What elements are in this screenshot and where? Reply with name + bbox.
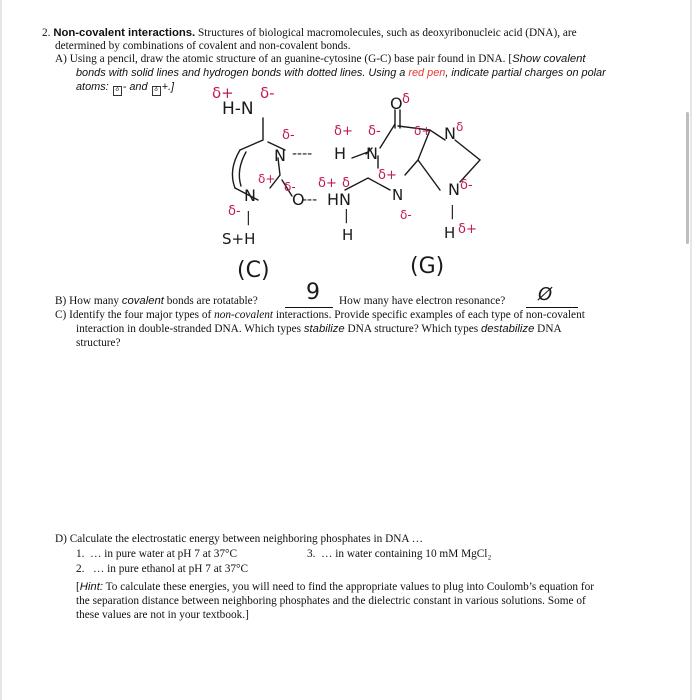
atom-sh: S+H xyxy=(222,230,256,248)
part-c-text-1-italic: non-covalent xyxy=(214,309,274,321)
part-c-text-2-italic-2: destabilize xyxy=(480,323,535,335)
part-a-text-2a: bonds with solid lines and hydrogen bonds with dotted lines. Using a xyxy=(76,67,409,79)
part-d-item-3-text: … in water containing 10 mM MgCl₂ xyxy=(321,548,492,560)
delta-plus-label: δ+ xyxy=(212,84,234,102)
atom-n-left: N xyxy=(274,146,286,165)
question-title: Non-covalent interactions. xyxy=(53,27,196,39)
part-a-text-1-italic: Show covalent xyxy=(512,53,586,65)
part-a-label: A) xyxy=(55,53,67,65)
hydrogen-bond-1: ---- xyxy=(292,146,313,162)
cytosine-ring-bond xyxy=(240,118,263,150)
atom-o-top: O xyxy=(390,94,403,113)
question-intro-2: determined by combinations of covalent and non-covalent bonds. xyxy=(55,40,351,52)
part-d-item-3 xyxy=(307,547,491,561)
part-c-text-1b: interactions. Provide specific examples of each type of non-covalent xyxy=(273,309,585,321)
delta-hn-lower: δ xyxy=(342,176,350,191)
delta-minus-label: δ- xyxy=(260,84,275,102)
delta-n-right: δ xyxy=(456,120,464,134)
part-d-hint-bracket: [ xyxy=(76,581,80,593)
part-d-item-3-num: 3. xyxy=(307,548,316,560)
atom-hn-lower: HN xyxy=(327,190,351,209)
part-c-text-2a: interaction in double-stranded DNA. Which types xyxy=(76,323,304,335)
delta-minus-n-right-lower: δ- xyxy=(460,178,473,193)
cytosine-ring-bond xyxy=(232,150,240,188)
answer-resonance: Ø xyxy=(538,284,553,305)
question-number: 2. xyxy=(42,27,51,39)
part-d-hint-label: Hint: xyxy=(79,581,103,593)
part-c-text-1a: Identify the four major types of xyxy=(69,309,215,321)
answer-rotatable: 9 xyxy=(306,280,320,305)
part-d-item-1-num: 1. xyxy=(76,548,85,560)
part-d-item-2-text: … in pure ethanol at pH 7 at 37°C xyxy=(92,563,249,575)
atom-n-right-lower: N xyxy=(448,180,460,199)
missing-glyph-box-icon: δ xyxy=(113,86,122,96)
part-c-line-1 xyxy=(55,308,585,322)
bond-vertical-left: | xyxy=(246,210,251,226)
part-d-text-1: Calculate the electrostatic energy between neighboring phosphates in DNA … xyxy=(69,533,424,545)
part-d-hint-line-3: these values are not in your textbook.] xyxy=(76,609,249,621)
cytosine-ring-bond xyxy=(239,152,246,186)
delta-label-o-top: δ xyxy=(402,92,410,107)
part-c-label: C) xyxy=(55,309,67,321)
atom-n-lower-left: N xyxy=(244,186,256,205)
delta-plus-n-lower-mid: δ+ xyxy=(378,168,397,183)
part-b-q2: How many have electron resonance? xyxy=(339,295,506,307)
part-b-q1: How many xyxy=(69,295,122,307)
part-a-text-1: Using a pencil, draw the atomic structure of an guanine-cytosine (G-C) base pair found in DNA. [ xyxy=(69,53,513,65)
atom-n-right: N xyxy=(444,124,456,143)
delta-plus-hn-lower: δ+ xyxy=(318,176,337,191)
part-b-q1-italic: covalent xyxy=(121,295,164,307)
part-b-line xyxy=(55,294,258,308)
part-a-text-3b: - and xyxy=(122,81,151,93)
part-b-label: B) xyxy=(55,295,67,307)
part-d-line-1 xyxy=(55,532,423,546)
atom-n-lower-mid: N xyxy=(392,186,404,204)
delta-plus-h-mid: δ+ xyxy=(334,124,353,139)
part-a-text-3c: +.] xyxy=(161,81,174,93)
part-d-item-1 xyxy=(76,547,237,561)
atom-o-lower: O xyxy=(292,190,305,209)
part-c-line-3: structure? xyxy=(76,337,121,349)
delta-plus-c-lower: δ+ xyxy=(258,172,276,186)
part-c-line-2 xyxy=(76,322,562,336)
part-d-hint-line-2: the separation distance between neighboring phosphates and the dielectric constant in various solutions. Some of xyxy=(76,595,586,607)
label-cytosine: (C) xyxy=(237,258,270,283)
missing-glyph-box-icon-2: δ xyxy=(152,86,161,96)
part-b-q1-rest: bonds are rotatable? xyxy=(163,295,258,307)
delta-minus-n-mid: δ- xyxy=(368,124,381,139)
guanine-ring-bond xyxy=(418,160,440,190)
hydrogen-bond-2: --- xyxy=(302,192,318,208)
guanine-ring-bond xyxy=(455,140,480,182)
part-a-text-3a: atoms: xyxy=(76,81,112,93)
guanine-ring-bond xyxy=(380,124,395,148)
delta-minus-o-lower: δ- xyxy=(284,180,296,194)
part-d-item-2 xyxy=(76,562,248,576)
bond-vertical-mid: | xyxy=(344,208,349,224)
part-a-text-2b: , indicate partial charges on polar xyxy=(445,67,606,79)
delta-plus-c-right: δ+ xyxy=(414,124,432,138)
atom-h-bottom-right: H xyxy=(444,224,456,242)
bond-vertical-right: | xyxy=(450,204,455,220)
atom-h-mid: H xyxy=(334,144,347,163)
part-c-text-2b: DNA structure? Which types xyxy=(344,323,481,335)
delta-plus-h-bottom-right: δ+ xyxy=(458,222,477,237)
label-guanine: (G) xyxy=(410,254,445,279)
delta-minus-n-lower: δ- xyxy=(400,208,412,222)
part-d-hint-text-1: To calculate these energies, you will need to find the appropriate values to plug into Coulomb’s equation for xyxy=(103,581,595,593)
delta-minus-n-left: δ- xyxy=(282,128,295,143)
part-c-text-2c: DNA xyxy=(534,323,562,335)
atom-h-bottom-mid: H xyxy=(342,226,354,244)
part-d-item-1-text: … in pure water at pH 7 at 37°C xyxy=(90,548,238,560)
atom-n-mid: N xyxy=(366,144,378,163)
part-d-item-2-num: 2. xyxy=(76,563,85,575)
red-pen-text: red pen xyxy=(408,67,446,79)
part-d-label: D) xyxy=(55,533,67,545)
part-d-hint-line-1 xyxy=(76,580,594,594)
question-intro-1: Structures of biological macromolecules, such as deoxyribonucleic acid (DNA), are xyxy=(198,27,577,39)
delta-minus-n-lower-left: δ- xyxy=(228,204,241,219)
atom-hn-top: H-N xyxy=(222,99,254,119)
part-c-text-2-italic-1: stabilize xyxy=(303,323,345,335)
